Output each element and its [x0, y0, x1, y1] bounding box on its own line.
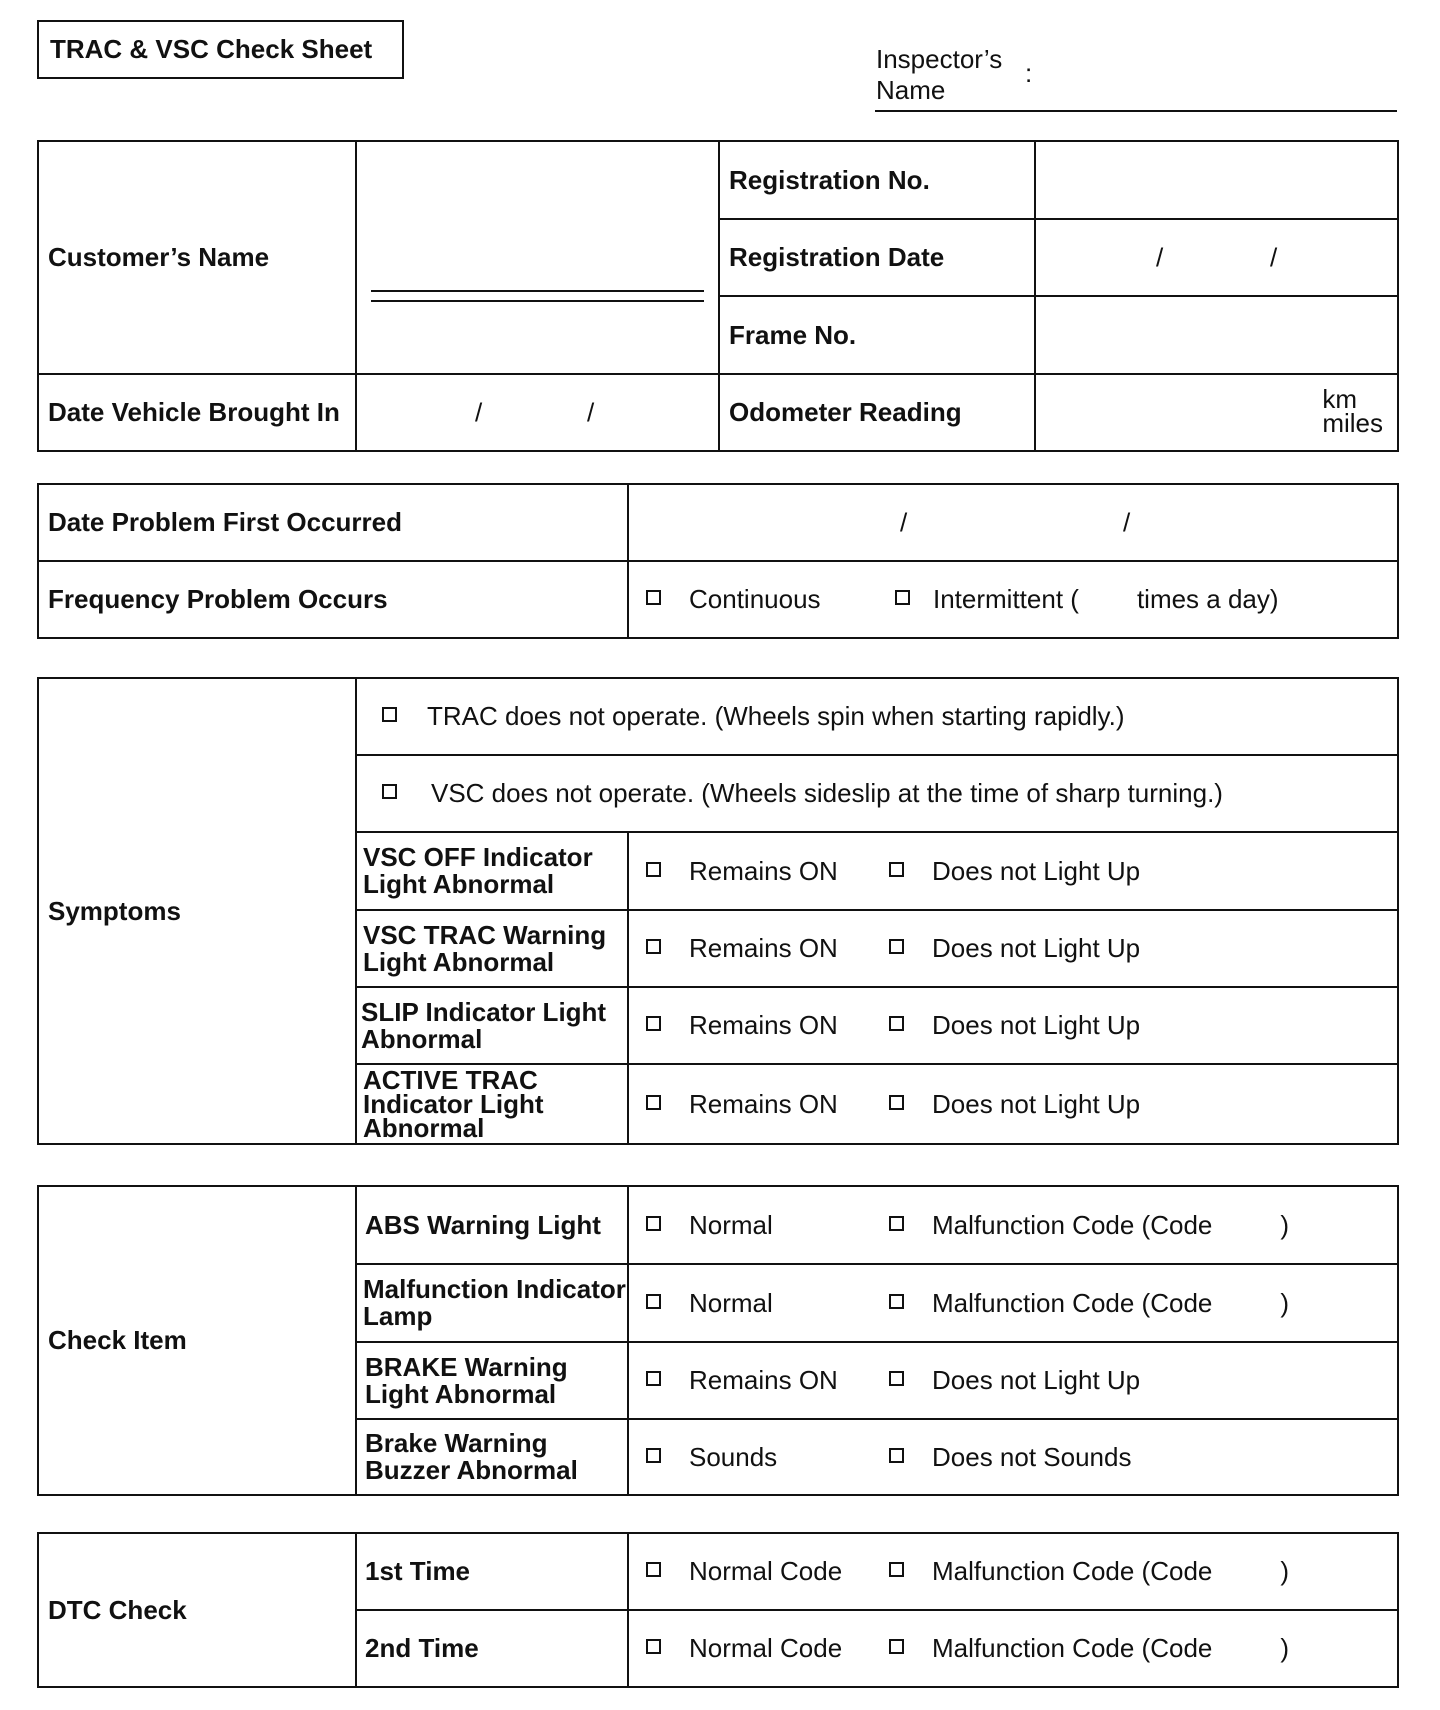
malfunction-code-label: Malfunction Code (Code: [932, 1209, 1213, 1240]
trac-symptom-label: TRAC does not operate. (Wheels spin when starting rapidly.): [427, 701, 1125, 731]
normal-label: Normal: [689, 1209, 773, 1240]
second-time-label: 2nd Time: [356, 1610, 628, 1687]
normal-label: Normal: [689, 1287, 773, 1318]
malfunction-code-checkbox[interactable]: [889, 1639, 904, 1654]
remains-on-checkbox[interactable]: [646, 862, 661, 877]
close-paren: ): [1280, 1633, 1290, 1663]
date-brought-in-field[interactable]: [356, 374, 719, 451]
normal-code-label: Normal Code: [689, 1633, 843, 1663]
symptoms-label: Symptoms: [38, 678, 356, 1144]
first-occurred-label: Date Problem First Occurred: [38, 484, 628, 561]
date-slash: /: [475, 397, 483, 427]
remains-on-checkbox[interactable]: [646, 1016, 661, 1031]
normal-checkbox[interactable]: [646, 1294, 661, 1309]
intermittent-checkbox[interactable]: [895, 590, 910, 605]
date-brought-in-label: Date Vehicle Brought In: [38, 374, 356, 451]
date-slash: /: [1156, 242, 1164, 272]
check-item-table: [37, 1185, 1399, 1496]
first-occurred-field[interactable]: [628, 484, 1398, 561]
page-title: TRAC & VSC Check Sheet: [37, 20, 404, 79]
symptoms-table: [37, 677, 1399, 1145]
does-not-light-checkbox[interactable]: [889, 862, 904, 877]
inspector-colon: :: [1025, 58, 1033, 88]
customer-name-field[interactable]: [356, 141, 719, 374]
dtc-table: [37, 1532, 1399, 1688]
remains-on-checkbox[interactable]: [646, 1371, 661, 1386]
frame-no-label: Frame No.: [719, 296, 1035, 374]
sounds-checkbox[interactable]: [646, 1448, 661, 1463]
brake-warning-light-label: BRAKE Warning Light Abnormal: [356, 1342, 628, 1419]
malfunction-code-checkbox[interactable]: [889, 1562, 904, 1577]
registration-date-field[interactable]: [1035, 219, 1398, 296]
normal-code-checkbox[interactable]: [646, 1639, 661, 1654]
close-paren: ): [1280, 1556, 1290, 1586]
does-not-light-checkbox[interactable]: [889, 1095, 904, 1110]
registration-no-field[interactable]: [1035, 141, 1398, 219]
does-not-light-checkbox[interactable]: [889, 1371, 904, 1386]
inspector-name-label: Inspector’s Name: [876, 44, 1003, 105]
normal-checkbox[interactable]: [646, 1216, 661, 1231]
malfunction-indicator-lamp-label: Malfunction Indicator Lamp: [356, 1264, 628, 1342]
remains-on-label: Remains ON: [689, 855, 838, 886]
date-slash: /: [587, 397, 595, 427]
does-not-sounds-label: Does not Sounds: [932, 1441, 1132, 1472]
vsc-off-indicator-label: VSC OFF Indicator Light Abnormal: [356, 832, 628, 910]
unit-miles: miles: [1322, 408, 1383, 438]
intermittent-label: Intermittent (: [933, 584, 1079, 614]
date-slash: /: [1270, 242, 1278, 272]
inspector-name-field[interactable]: [875, 110, 1397, 112]
does-not-light-checkbox[interactable]: [889, 939, 904, 954]
frame-no-field[interactable]: [1035, 296, 1398, 374]
sounds-label: Sounds: [689, 1441, 778, 1472]
customer-name-underline: [371, 290, 704, 302]
does-not-light-label: Does not Light Up: [932, 1088, 1141, 1119]
normal-code-checkbox[interactable]: [646, 1562, 661, 1577]
dtc-check-label: DTC Check: [38, 1533, 356, 1687]
vsc-symptom-label: VSC does not operate. (Wheels sideslip at the time of sharp turning.): [431, 778, 1223, 808]
vsc-trac-warning-label: VSC TRAC Warning Light Abnormal: [356, 910, 628, 987]
remains-on-label: Remains ON: [689, 1010, 838, 1040]
brake-buzzer-label: Brake Warning Buzzer Abnormal: [356, 1419, 628, 1495]
problem-table: [37, 483, 1399, 639]
close-paren: ): [1280, 1287, 1290, 1318]
check-item-label: Check Item: [38, 1186, 356, 1495]
remains-on-checkbox[interactable]: [646, 1095, 661, 1110]
date-slash: /: [1123, 507, 1131, 537]
does-not-light-label: Does not Light Up: [932, 1010, 1141, 1040]
vsc-symptom-checkbox[interactable]: [382, 784, 397, 799]
remains-on-label: Remains ON: [689, 933, 838, 963]
does-not-light-label: Does not Light Up: [932, 933, 1141, 963]
normal-code-label: Normal Code: [689, 1556, 843, 1586]
odometer-field[interactable]: [1035, 374, 1398, 451]
date-slash: /: [900, 507, 908, 537]
unit-km: km: [1322, 384, 1357, 414]
times-a-day-label: times a day): [1136, 584, 1279, 614]
does-not-light-label: Does not Light Up: [932, 855, 1141, 886]
first-time-label: 1st Time: [356, 1533, 628, 1610]
abs-warning-label: ABS Warning Light: [356, 1186, 628, 1264]
frequency-label: Frequency Problem Occurs: [38, 561, 628, 638]
remains-on-label: Remains ON: [689, 1088, 838, 1119]
does-not-light-checkbox[interactable]: [889, 1016, 904, 1031]
customer-name-label: Customer’s Name: [38, 141, 356, 374]
slip-indicator-label: SLIP Indicator Light Abnormal: [356, 987, 628, 1064]
malfunction-code-checkbox[interactable]: [889, 1294, 904, 1309]
continuous-label: Continuous: [689, 584, 821, 614]
continuous-checkbox[interactable]: [646, 590, 661, 605]
remains-on-label: Remains ON: [689, 1365, 838, 1395]
vehicle-info-table: [37, 140, 1399, 452]
malfunction-code-label: Malfunction Code (Code: [932, 1556, 1213, 1586]
registration-no-label: Registration No.: [719, 141, 1035, 219]
malfunction-code-checkbox[interactable]: [889, 1216, 904, 1231]
malfunction-code-label: Malfunction Code (Code: [932, 1287, 1213, 1318]
odometer-label: Odometer Reading: [719, 374, 1035, 451]
registration-date-label: Registration Date: [719, 219, 1035, 296]
does-not-light-label: Does not Light Up: [932, 1365, 1141, 1395]
trac-symptom-checkbox[interactable]: [382, 707, 397, 722]
malfunction-code-label: Malfunction Code (Code: [932, 1633, 1213, 1663]
close-paren: ): [1280, 1209, 1290, 1240]
active-trac-indicator-label: ACTIVE TRAC Indicator Light Abnormal: [356, 1064, 628, 1144]
remains-on-checkbox[interactable]: [646, 939, 661, 954]
does-not-sounds-checkbox[interactable]: [889, 1448, 904, 1463]
